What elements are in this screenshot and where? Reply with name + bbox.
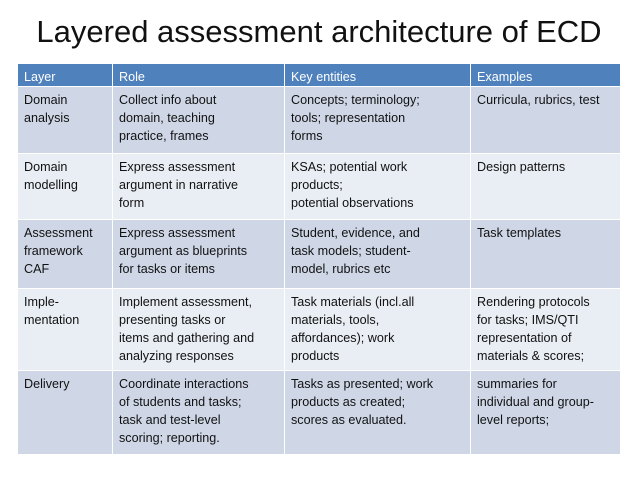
cell-entities-text: Tasks as presented; work products as created; scores as evaluated. bbox=[291, 377, 434, 427]
cell-layer bbox=[18, 289, 113, 371]
cell-role bbox=[113, 289, 285, 371]
cell-layer-text: Imple- mentation bbox=[24, 295, 80, 327]
table-row-domain-analysis bbox=[18, 87, 621, 154]
header-layer: Layer bbox=[18, 64, 113, 87]
header-key-entities: Key entities bbox=[285, 64, 471, 87]
cell-role-text: Coordinate interactions of students and tasks; task and test-level scoring; reporting. bbox=[119, 377, 249, 445]
ecd-architecture-table bbox=[17, 63, 621, 455]
cell-examples bbox=[471, 371, 621, 455]
cell-entities-text: Concepts; terminology; tools; representation forms bbox=[291, 93, 420, 143]
cell-examples-text: Curricula, rubrics, test bbox=[477, 93, 600, 107]
cell-examples bbox=[471, 154, 621, 220]
cell-entities bbox=[285, 371, 471, 455]
cell-examples-text: Design patterns bbox=[477, 160, 566, 174]
cell-entities-text: KSAs; potential work products; potential observations bbox=[291, 160, 414, 210]
cell-examples bbox=[471, 289, 621, 371]
page-title: Layered assessment architecture of ECD bbox=[36, 14, 602, 49]
cell-entities-text: Student, evidence, and task models; student- model, rubrics etc bbox=[291, 226, 420, 276]
cell-entities-text: Task materials (incl.all materials, tools, affordances); work products bbox=[291, 295, 415, 363]
cell-examples-text: Rendering protocols for tasks; IMS/QTI representation of materials & scores; bbox=[477, 295, 590, 363]
table-row-delivery bbox=[18, 371, 621, 455]
cell-role bbox=[113, 371, 285, 455]
header-examples: Examples bbox=[471, 64, 621, 87]
table-row-implementation bbox=[18, 289, 621, 371]
cell-layer-text: Domain modelling bbox=[24, 160, 78, 192]
cell-layer bbox=[18, 371, 113, 455]
cell-role-text: Express assessment argument as blueprints for tasks or items bbox=[119, 226, 248, 276]
cell-examples bbox=[471, 220, 621, 289]
header-role: Role bbox=[113, 64, 285, 87]
cell-role bbox=[113, 154, 285, 220]
cell-role bbox=[113, 220, 285, 289]
cell-role bbox=[113, 87, 285, 154]
cell-layer-text: Domain analysis bbox=[24, 93, 70, 125]
cell-examples-text: summaries for individual and group- level reports; bbox=[477, 377, 594, 427]
cell-layer-text: Delivery bbox=[24, 377, 70, 391]
table-row-assessment-framework bbox=[18, 220, 621, 289]
cell-layer-text: Assessment framework CAF bbox=[24, 226, 93, 276]
cell-role-text: Collect info about domain, teaching practice, frames bbox=[119, 93, 217, 143]
cell-entities bbox=[285, 289, 471, 371]
table-row-domain-modelling bbox=[18, 154, 621, 220]
table-header-row bbox=[18, 64, 621, 87]
cell-entities bbox=[285, 154, 471, 220]
cell-examples-text: Task templates bbox=[477, 226, 561, 240]
cell-layer bbox=[18, 87, 113, 154]
cell-entities bbox=[285, 220, 471, 289]
cell-layer bbox=[18, 154, 113, 220]
cell-entities bbox=[285, 87, 471, 154]
cell-layer bbox=[18, 220, 113, 289]
cell-role-text: Implement assessment, presenting tasks or items and gathering and analyzing responses bbox=[119, 295, 255, 363]
cell-examples bbox=[471, 87, 621, 154]
cell-role-text: Express assessment argument in narrative form bbox=[119, 160, 239, 210]
